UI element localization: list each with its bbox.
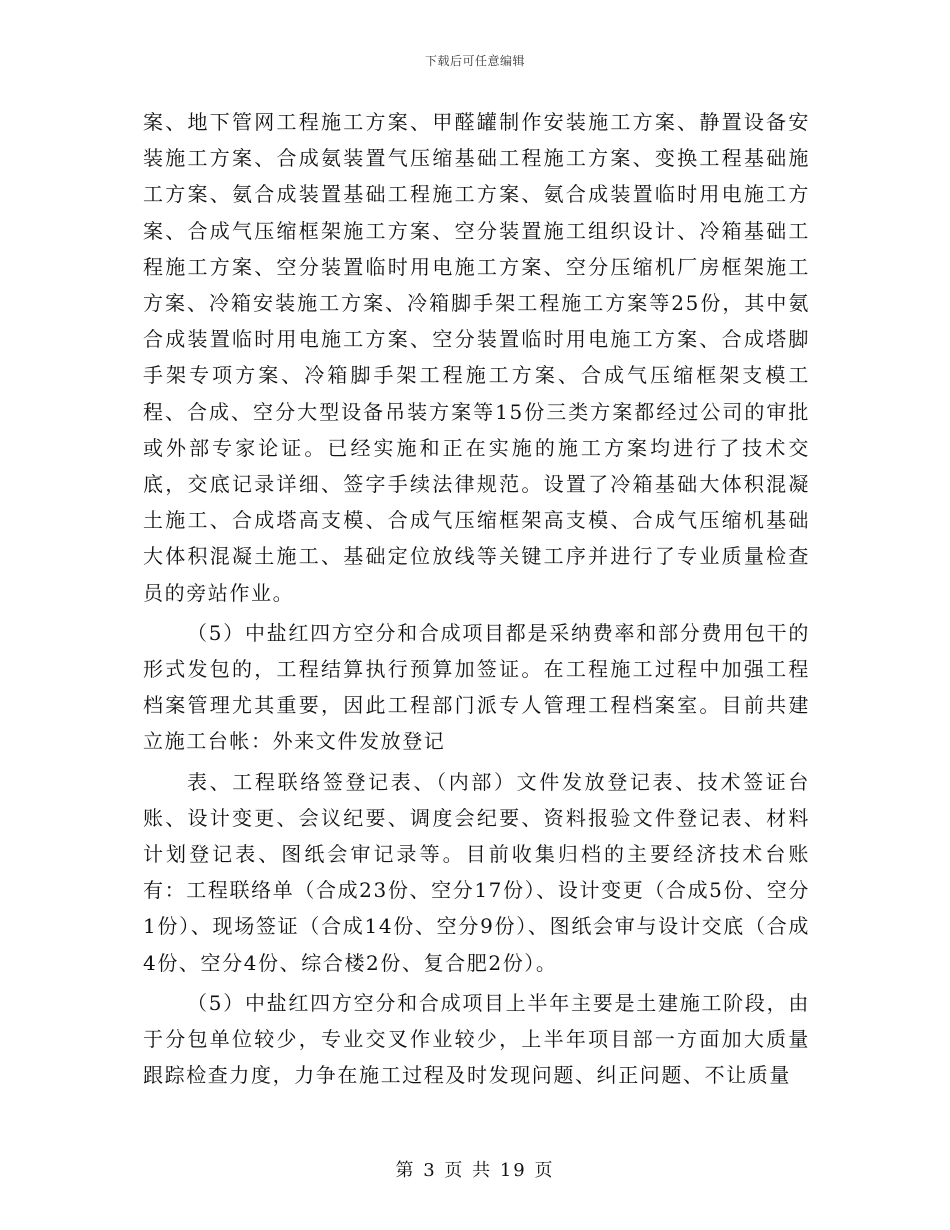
page-header: 下载后可任意编辑 xyxy=(424,54,525,68)
paragraph-1: 案、地下管网工程施工方案、甲醛罐制作安装施工方案、静置设备安装施工方案、合成氨装置气压缩基础工程施工方案、变换工程基础施工方案、氨合成装置基础工程施工方案、氨合成装置临时用电施工方案、合成气压缩框架施工方案、空分装置施工组织设计、冷箱基础工程施工方案、空分装置临时用电施工方案、空分压缩机厂房框架施工方案、冷箱安装施工方案、冷箱脚手架工程施工方案等25份，其中氨合成装置临时用电施工方案、空分装置临时用电施工方案、合成塔脚手架专项方案、冷箱脚手架工程施工方案、合成气压缩框架支模工程、合成、空分大型设备吊装方案等15份三类方案都经过公司的审批或外部专家论证。已经实施和正在实施的施工方案均进行了技术交底，交底记录详细、签字手续法律规范。设置了冷箱基础大体积混凝土施工、合成塔高支模、合成气压缩框架高支模、合成气压缩机基础大体积混凝土施工、基础定位放线等关键工序并进行了专业质量检查员的旁站作业。 xyxy=(143,110,810,605)
paragraph-3: 表、工程联络签登记表、（内部）文件发放登记表、技术签证台账、设计变更、会议纪要、调度会纪要、资料报验文件登记表、材料计划登记表、图纸会审记录等。目前收集归档的主要经济技术台账有：工程联络单（合成23份、空分17份）、设计变更（合成5份、空分1份）、现场签证（合成14份、空分9份）、图纸会审与设计交底（合成4份、空分4份、综合楼2份、复合肥2份）。 xyxy=(143,769,810,975)
paragraph-2: （5）中盐红四方空分和合成项目都是采纳费率和部分费用包干的形式发包的，工程结算执行预算加签证。在工程施工过程中加强工程档案管理尤其重要，因此工程部门派专人管理工程档案室。目前共建立施工台帐：外来文件发放登记 xyxy=(143,620,810,754)
page-number-footer: 第 3 页 共 19 页 xyxy=(395,1160,555,1181)
paragraph-4: （5）中盐红四方空分和合成项目上半年主要是土建施工阶段，由于分包单位较少，专业交叉作业较少，上半年项目部一方面加大质量跟踪检查力度，力争在施工过程及时发现问题、纠正问题、不让质量 xyxy=(143,990,810,1088)
document-body xyxy=(143,104,810,1093)
